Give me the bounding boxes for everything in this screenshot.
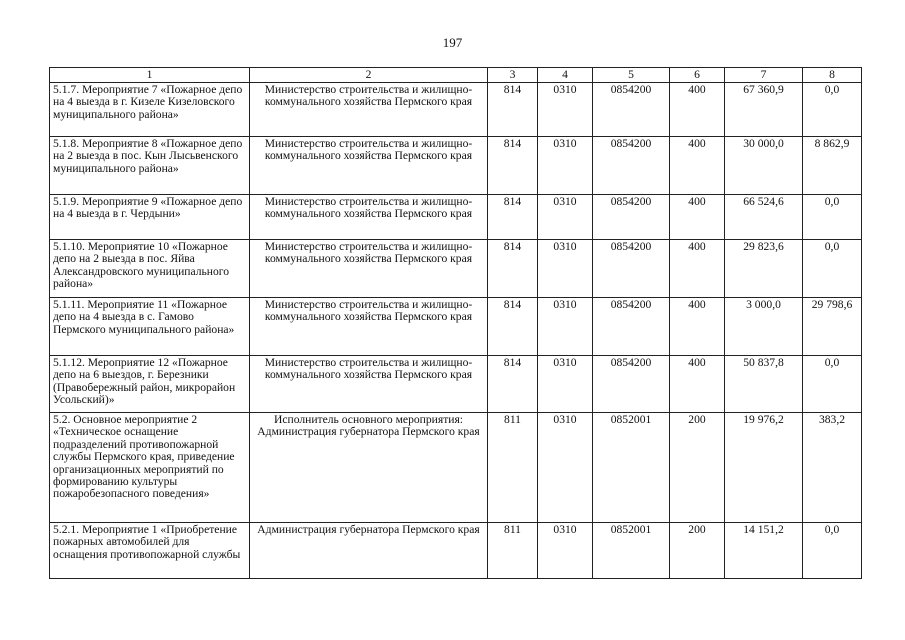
rzpr-code: 0310 xyxy=(538,356,593,413)
column-header-8: 8 xyxy=(803,68,862,83)
budget-table xyxy=(49,67,862,579)
vr-code: 400 xyxy=(670,195,725,240)
vr-code: 400 xyxy=(670,356,725,413)
rzpr-code: 0310 xyxy=(538,523,593,579)
table-row xyxy=(50,523,862,579)
amount-column-7: 67 360,9 xyxy=(725,83,803,137)
csr-code: 0854200 xyxy=(593,356,670,413)
responsible-executor: Министерство строительства и жилищно-коммунального хозяйства Пермского края xyxy=(250,298,488,356)
table-row xyxy=(50,195,862,240)
csr-code: 0854200 xyxy=(593,240,670,298)
column-header-5: 5 xyxy=(593,68,670,83)
grbs-code: 814 xyxy=(488,356,538,413)
amount-column-7: 30 000,0 xyxy=(725,137,803,195)
grbs-code: 814 xyxy=(488,83,538,137)
csr-code: 0852001 xyxy=(593,413,670,523)
event-name: 5.1.8. Мероприятие 8 «Пожарное депо на 2 выезда в пос. Кын Лысьвенского муниципального района» xyxy=(50,137,250,195)
amount-column-8: 0,0 xyxy=(803,195,862,240)
table-row xyxy=(50,413,862,523)
rzpr-code: 0310 xyxy=(538,195,593,240)
grbs-code: 811 xyxy=(488,523,538,579)
amount-column-8: 8 862,9 xyxy=(803,137,862,195)
rzpr-code: 0310 xyxy=(538,298,593,356)
vr-code: 200 xyxy=(670,413,725,523)
table-row xyxy=(50,83,862,137)
vr-code: 400 xyxy=(670,240,725,298)
vr-code: 400 xyxy=(670,137,725,195)
grbs-code: 814 xyxy=(488,298,538,356)
amount-column-8: 383,2 xyxy=(803,413,862,523)
grbs-code: 814 xyxy=(488,137,538,195)
column-header-2: 2 xyxy=(250,68,488,83)
amount-column-7: 29 823,6 xyxy=(725,240,803,298)
responsible-executor: Министерство строительства и жилищно-коммунального хозяйства Пермского края xyxy=(250,195,488,240)
rzpr-code: 0310 xyxy=(538,137,593,195)
column-header-7: 7 xyxy=(725,68,803,83)
amount-column-8: 0,0 xyxy=(803,83,862,137)
amount-column-7: 3 000,0 xyxy=(725,298,803,356)
vr-code: 400 xyxy=(670,298,725,356)
vr-code: 200 xyxy=(670,523,725,579)
rzpr-code: 0310 xyxy=(538,83,593,137)
amount-column-7: 50 837,8 xyxy=(725,356,803,413)
table-row xyxy=(50,240,862,298)
grbs-code: 811 xyxy=(488,413,538,523)
csr-code: 0854200 xyxy=(593,83,670,137)
event-name: 5.1.11. Мероприятие 11 «Пожарное депо на 4 выезда в с. Гамово Пермского муниципального района» xyxy=(50,298,250,356)
rzpr-code: 0310 xyxy=(538,240,593,298)
event-name: 5.1.7. Мероприятие 7 «Пожарное депо на 4 выезда в г. Кизеле Кизеловского муниципального района» xyxy=(50,83,250,137)
responsible-executor: Министерство строительства и жилищно-коммунального хозяйства Пермского края xyxy=(250,356,488,413)
table-row xyxy=(50,356,862,413)
responsible-executor: Администрация губернатора Пермского края xyxy=(250,523,488,579)
event-name: 5.1.9. Мероприятие 9 «Пожарное депо на 4 выезда в г. Чердыни» xyxy=(50,195,250,240)
rzpr-code: 0310 xyxy=(538,413,593,523)
responsible-executor: Министерство строительства и жилищно-коммунального хозяйства Пермского края xyxy=(250,240,488,298)
amount-column-7: 19 976,2 xyxy=(725,413,803,523)
grbs-code: 814 xyxy=(488,240,538,298)
page-number: 197 xyxy=(442,35,463,50)
csr-code: 0854200 xyxy=(593,298,670,356)
event-name: 5.1.10. Мероприятие 10 «Пожарное депо на 2 выезда в пос. Яйва Александровского муниципального района» xyxy=(50,240,250,298)
amount-column-7: 66 524,6 xyxy=(725,195,803,240)
csr-code: 0854200 xyxy=(593,137,670,195)
amount-column-8: 0,0 xyxy=(803,356,862,413)
event-name: 5.1.12. Мероприятие 12 «Пожарное депо на 6 выездов, г. Березники (Правобережный район, микрорайон Усольский)» xyxy=(50,356,250,413)
vr-code: 400 xyxy=(670,83,725,137)
amount-column-8: 0,0 xyxy=(803,240,862,298)
column-header-6: 6 xyxy=(670,68,725,83)
amount-column-8: 0,0 xyxy=(803,523,862,579)
amount-column-7: 14 151,2 xyxy=(725,523,803,579)
table-row xyxy=(50,298,862,356)
table-row xyxy=(50,137,862,195)
column-header-4: 4 xyxy=(538,68,593,83)
event-name: 5.2. Основное мероприятие 2 «Техническое оснащение подразделений противопожарной службы Пермского края, приведение организационных мероприятий по формированию культуры пожаробезопасного поведения» xyxy=(50,413,250,523)
amount-column-8: 29 798,6 xyxy=(803,298,862,356)
grbs-code: 814 xyxy=(488,195,538,240)
event-name: 5.2.1. Мероприятие 1 «Приобретение пожарных автомобилей для оснащения противопожарной службы xyxy=(50,523,250,579)
responsible-executor: Исполнитель основного мероприятия: Администрация губернатора Пермского края xyxy=(250,413,488,523)
csr-code: 0854200 xyxy=(593,195,670,240)
responsible-executor: Министерство строительства и жилищно-коммунального хозяйства Пермского края xyxy=(250,83,488,137)
responsible-executor: Министерство строительства и жилищно-коммунального хозяйства Пермского края xyxy=(250,137,488,195)
column-header-1: 1 xyxy=(50,68,250,83)
column-header-3: 3 xyxy=(488,68,538,83)
csr-code: 0852001 xyxy=(593,523,670,579)
header-row xyxy=(50,68,862,83)
